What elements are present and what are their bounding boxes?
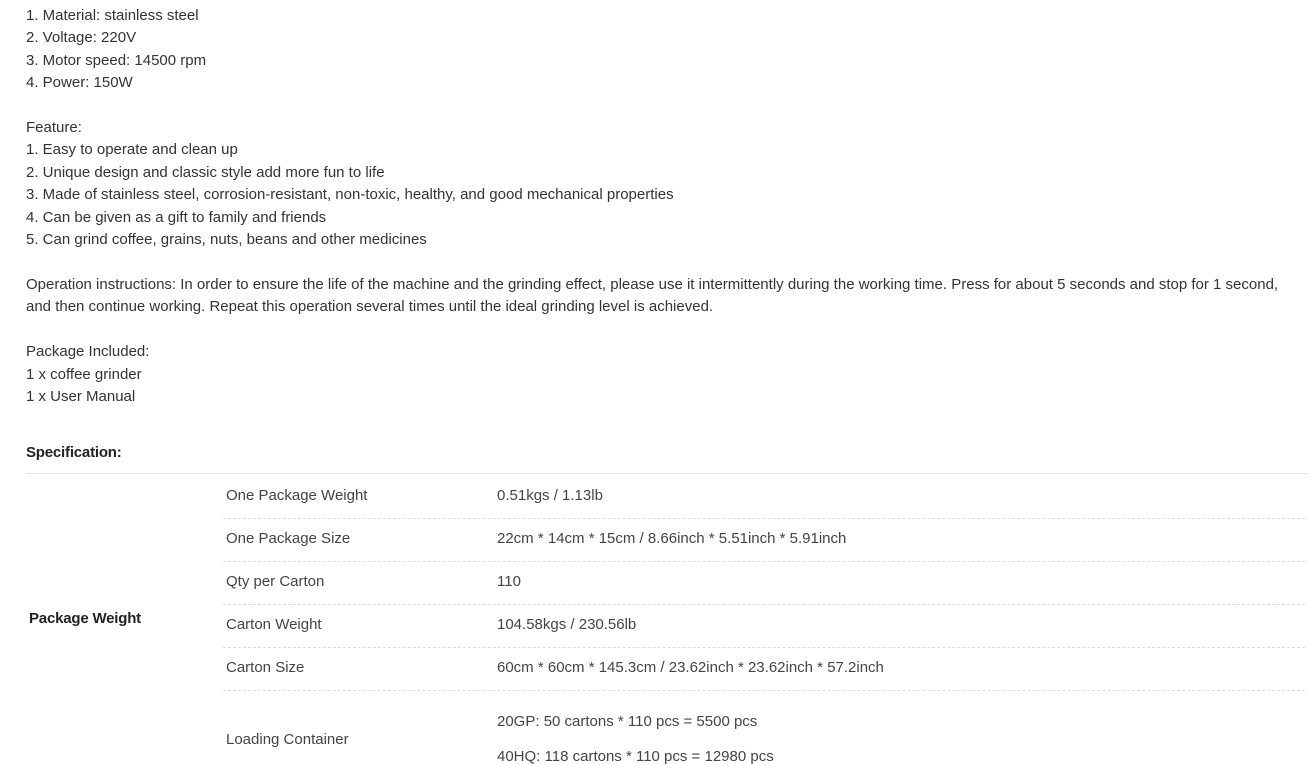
operation-instructions: Operation instructions: In order to ensure the life of the machine and the grinding effect, please use it intermittently during the working time. Press for about 5 seconds and stop for 1 second, and then continue working. Repeat this operation several times until the ideal grinding level is achieved. — [26, 275, 1279, 316]
spec-line-voltage: 2. Voltage: 220V — [26, 29, 137, 47]
specification-table — [223, 476, 1305, 763]
spec-line-motor-speed: 3. Motor speed: 14500 rpm — [26, 51, 207, 69]
spacer — [26, 95, 1306, 117]
spec-value: 110 — [497, 573, 521, 590]
spec-key: Loading Container — [226, 731, 349, 748]
spec-value: 40HQ: 118 cartons * 110 pcs = 12980 pcs — [497, 748, 774, 765]
specification-divider — [26, 473, 1308, 474]
package-item: 1 x coffee grinder — [26, 365, 142, 383]
feature-heading: Feature: — [26, 118, 82, 136]
feature-item: 5. Can grind coffee, grains, nuts, beans and other medicines — [26, 230, 427, 248]
spec-line-material: 1. Material: stainless steel — [26, 7, 199, 24]
spec-key: Qty per Carton — [226, 573, 325, 590]
specification-title: Specification: — [26, 444, 122, 461]
spec-value: 20GP: 50 cartons * 110 pcs = 5500 pcs — [497, 713, 758, 730]
spacer — [26, 251, 1306, 273]
spec-row — [223, 605, 1305, 648]
feature-item: 2. Unique design and classic style add more fun to life — [26, 163, 385, 181]
feature-item: 4. Can be given as a gift to family and friends — [26, 208, 327, 226]
spec-key: Carton Size — [226, 659, 305, 676]
spacer — [26, 319, 1306, 341]
feature-item: 1. Easy to operate and clean up — [26, 141, 238, 159]
spec-row — [223, 648, 1305, 691]
spec-value: 60cm * 60cm * 145.3cm / 23.62inch * 23.62inch * 57.2inch — [497, 659, 884, 676]
package-heading: Package Included: — [26, 343, 150, 361]
spec-row — [223, 519, 1305, 562]
spec-key: Carton Weight — [226, 616, 322, 633]
spec-row — [223, 562, 1305, 605]
spec-row — [223, 476, 1305, 519]
spec-value: 22cm * 14cm * 15cm / 8.66inch * 5.51inch * 5.91inch — [497, 530, 847, 547]
spec-key: One Package Size — [226, 530, 351, 547]
spec-line-power: 4. Power: 150W — [26, 74, 133, 92]
spec-row — [223, 691, 1305, 763]
spec-value: 104.58kgs / 230.56lb — [497, 616, 637, 633]
package-item: 1 x User Manual — [26, 388, 136, 406]
spec-key: One Package Weight — [226, 487, 368, 504]
spec-group-label: Package Weight — [29, 610, 141, 627]
feature-item: 3. Made of stainless steel, corrosion-resistant, non-toxic, healthy, and good mechanical properties — [26, 186, 674, 204]
product-description — [26, 5, 1306, 408]
spec-value: 0.51kgs / 1.13lb — [497, 487, 603, 504]
